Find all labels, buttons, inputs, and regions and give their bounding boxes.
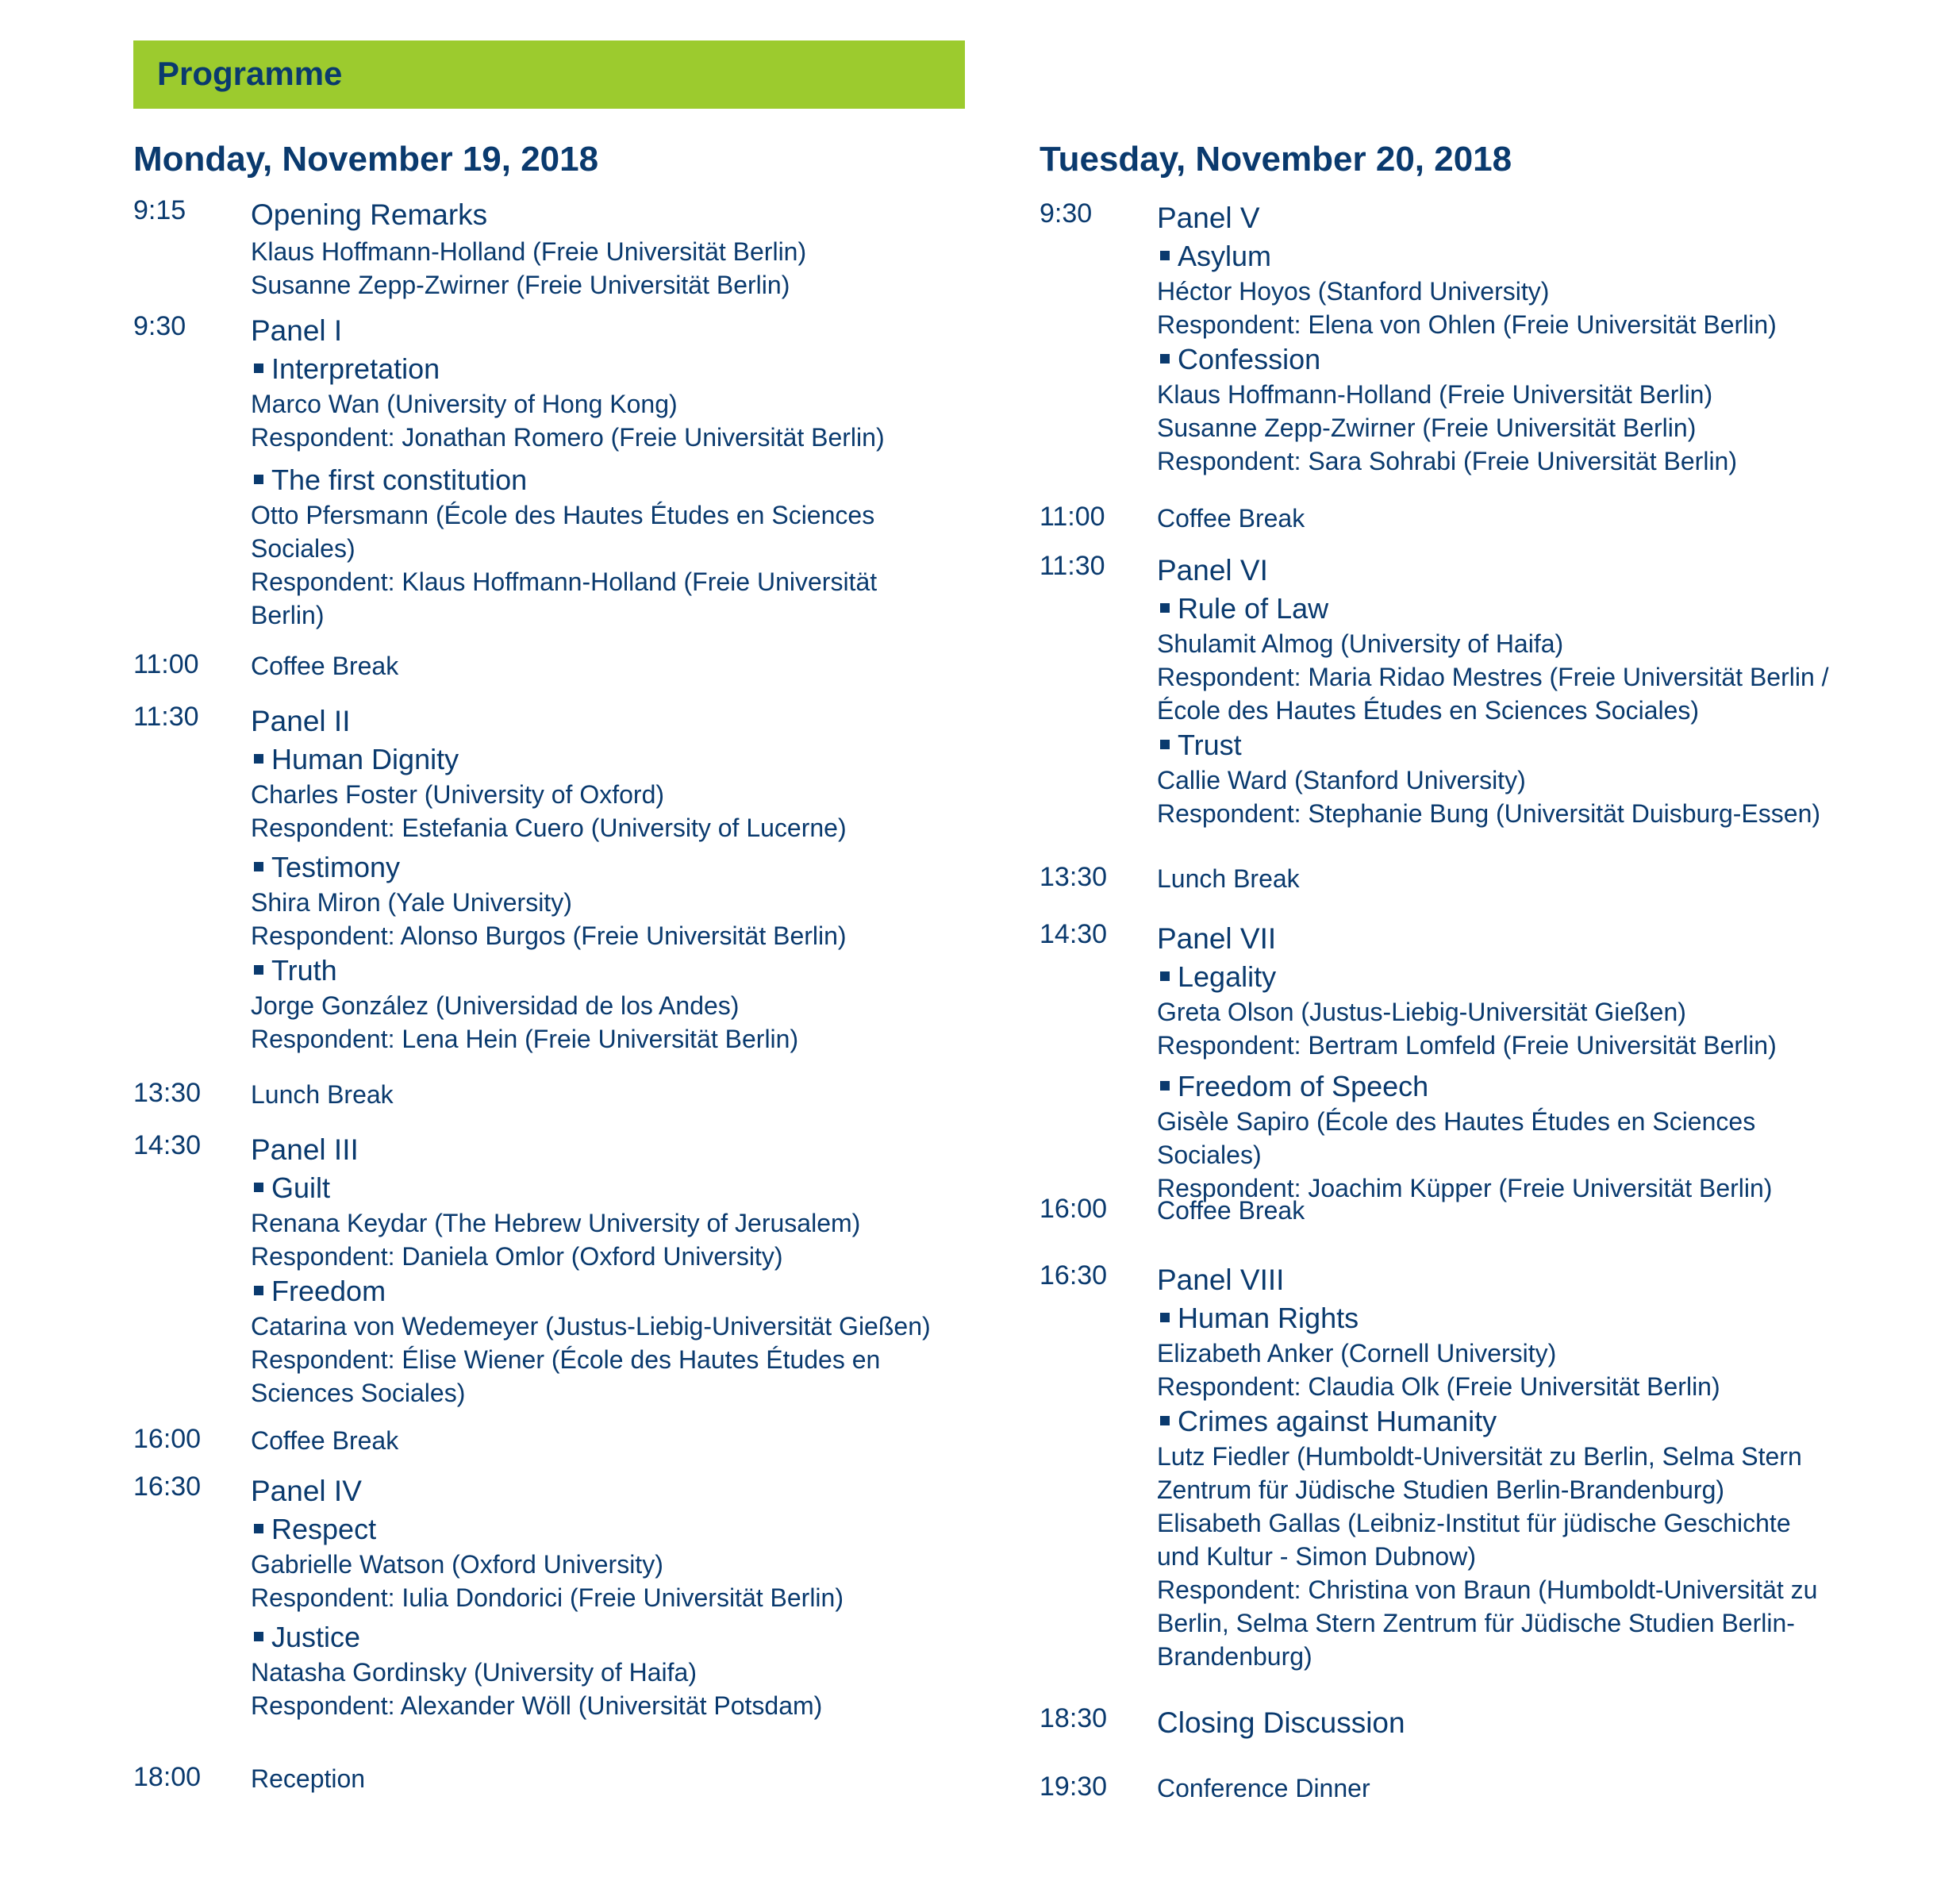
block-title: Conference Dinner bbox=[1157, 1774, 1370, 1802]
respondent-name: Sara Sohrabi (Freie Universität Berlin) bbox=[1308, 447, 1737, 475]
monday-heading: Monday, November 19, 2018 bbox=[133, 140, 599, 179]
bullet-icon bbox=[1160, 1081, 1170, 1091]
speaker: Susanne Zepp-Zwirner (Freie Universität Berlin) bbox=[251, 271, 790, 299]
speaker: Gabrielle Watson (Oxford University) bbox=[251, 1550, 663, 1579]
respondent bbox=[251, 919, 933, 952]
respondent-label: Respondent: bbox=[251, 921, 395, 950]
time: 18:30 bbox=[1040, 1703, 1108, 1733]
block-title: Closing Discussion bbox=[1157, 1706, 1405, 1739]
block-title: Panel V bbox=[1157, 202, 1260, 234]
topic bbox=[251, 849, 933, 886]
speaker: Klaus Hoffmann-Holland (Freie Universität Berlin) bbox=[251, 237, 807, 266]
respondent-name: Joachim Küpper (Freie Universität Berlin) bbox=[1308, 1174, 1773, 1202]
respondent bbox=[1157, 660, 1839, 727]
block-title: Panel VIII bbox=[1157, 1264, 1285, 1296]
respondent-name: Klaus Hoffmann-Holland (Freie Universität Berlin) bbox=[251, 567, 878, 629]
topic-name: Justice bbox=[271, 1621, 361, 1653]
topic bbox=[1157, 238, 1839, 275]
topic bbox=[1157, 1300, 1839, 1337]
time: 11:00 bbox=[1040, 502, 1105, 532]
respondent-label: Respondent: bbox=[251, 1242, 395, 1271]
respondent bbox=[1157, 797, 1839, 830]
bullet-icon bbox=[254, 1524, 263, 1533]
topic-name: Truth bbox=[271, 954, 337, 987]
respondent-name: Alonso Burgos (Freie Universität Berlin) bbox=[400, 921, 847, 950]
topic bbox=[251, 741, 933, 778]
respondent-label: Respondent: bbox=[251, 1583, 395, 1612]
block-title: Lunch Break bbox=[251, 1080, 394, 1109]
respondent bbox=[1157, 444, 1839, 478]
respondent-label: Respondent: bbox=[251, 1691, 395, 1720]
topic-name: Guilt bbox=[271, 1171, 331, 1204]
topic bbox=[251, 1511, 933, 1548]
speaker: Susanne Zepp-Zwirner (Freie Universität Berlin) bbox=[1157, 414, 1697, 442]
speaker: Otto Pfersmann (École des Hautes Études en Sciences Sociales) bbox=[251, 501, 875, 563]
bullet-icon bbox=[254, 1183, 263, 1192]
bullet-icon bbox=[1160, 354, 1170, 364]
topic bbox=[251, 1273, 933, 1310]
time: 11:00 bbox=[133, 649, 199, 679]
respondent-name: Lena Hein (Freie Universität Berlin) bbox=[402, 1025, 799, 1053]
time: 16:30 bbox=[133, 1471, 202, 1502]
respondent-label: Respondent: bbox=[251, 423, 395, 452]
respondent-label: Respondent: bbox=[1157, 799, 1301, 828]
speaker: Elizabeth Anker (Cornell University) bbox=[1157, 1339, 1557, 1368]
respondent bbox=[251, 1240, 933, 1273]
respondent-label: Respondent: bbox=[251, 567, 395, 596]
respondent-name: Élise Wiener (École des Hautes Études en Sciences Sociales) bbox=[251, 1345, 881, 1407]
respondent-label: Respondent: bbox=[251, 1345, 395, 1374]
speaker: Marco Wan (University of Hong Kong) bbox=[251, 390, 678, 418]
respondent-name: Christina von Braun (Humboldt-Universität zu Berlin, Selma Stern Zentrum für Jüdische Studien Berlin-Brandenburg) bbox=[1157, 1575, 1818, 1671]
time: 14:30 bbox=[1040, 919, 1108, 949]
bullet-icon bbox=[254, 754, 263, 764]
topic bbox=[251, 1619, 933, 1656]
time: 13:30 bbox=[1040, 862, 1108, 892]
respondent-label: Respondent: bbox=[1157, 1575, 1301, 1604]
respondent-name: Maria Ridao Mestres (Freie Universität Berlin / École des Hautes Études en Sciences Sociales) bbox=[1157, 663, 1829, 725]
respondent bbox=[251, 1022, 933, 1056]
block-title: Panel VI bbox=[1157, 554, 1268, 587]
block-title: Panel III bbox=[251, 1133, 359, 1166]
time: 13:30 bbox=[133, 1078, 202, 1108]
bullet-icon bbox=[254, 862, 263, 871]
topic bbox=[1157, 341, 1839, 378]
respondent-name: Bertram Lomfeld (Freie Universität Berlin) bbox=[1308, 1031, 1777, 1060]
block-title: Coffee Break bbox=[1157, 504, 1305, 533]
speaker: Greta Olson (Justus-Liebig-Universität Gießen) bbox=[1157, 998, 1686, 1026]
bullet-icon bbox=[1160, 740, 1170, 749]
block-title: Coffee Break bbox=[251, 1426, 399, 1455]
respondent bbox=[251, 1689, 933, 1722]
bullet-icon bbox=[254, 364, 263, 373]
bullet-icon bbox=[1160, 251, 1170, 260]
topic-name: Crimes against Humanity bbox=[1178, 1405, 1497, 1437]
time: 11:30 bbox=[1040, 551, 1105, 581]
bullet-icon bbox=[1160, 1313, 1170, 1322]
topic-name: Freedom bbox=[271, 1275, 386, 1307]
block-title: Panel IV bbox=[251, 1475, 362, 1507]
block-title: Opening Remarks bbox=[251, 198, 488, 231]
bullet-icon bbox=[254, 475, 263, 484]
respondent-name: Alexander Wöll (Universität Potsdam) bbox=[400, 1691, 823, 1720]
topic bbox=[251, 1170, 933, 1206]
respondent-name: Elena von Ohlen (Freie Universität Berlin) bbox=[1308, 310, 1777, 339]
respondent bbox=[1157, 1029, 1839, 1062]
topic-name: Legality bbox=[1178, 960, 1277, 993]
time: 16:30 bbox=[1040, 1260, 1108, 1291]
bullet-icon bbox=[1160, 603, 1170, 613]
respondent-name: Claudia Olk (Freie Universität Berlin) bbox=[1308, 1372, 1720, 1401]
speaker: Catarina von Wedemeyer (Justus-Liebig-Universität Gießen) bbox=[251, 1312, 931, 1341]
respondent-name: Stephanie Bung (Universität Duisburg-Essen) bbox=[1308, 799, 1821, 828]
bullet-icon bbox=[254, 1286, 263, 1295]
time: 19:30 bbox=[1040, 1772, 1108, 1802]
block-title: Coffee Break bbox=[1157, 1196, 1305, 1225]
block-title: Panel I bbox=[251, 314, 343, 347]
respondent bbox=[1157, 1573, 1839, 1673]
respondent-label: Respondent: bbox=[1157, 1372, 1301, 1401]
respondent-label: Respondent: bbox=[1157, 1174, 1301, 1202]
block-title: Panel VII bbox=[1157, 922, 1277, 955]
speaker: Renana Keydar (The Hebrew University of Jerusalem) bbox=[251, 1209, 861, 1237]
time: 16:00 bbox=[133, 1424, 202, 1454]
block-title: Reception bbox=[251, 1764, 366, 1793]
topic-name: Trust bbox=[1178, 729, 1242, 761]
topic bbox=[251, 462, 933, 498]
time: 11:30 bbox=[133, 702, 199, 732]
block-title: Panel II bbox=[251, 705, 351, 737]
speaker: Gisèle Sapiro (École des Hautes Études en Sciences Sociales) bbox=[1157, 1107, 1756, 1169]
topic bbox=[1157, 1403, 1839, 1440]
time: 9:15 bbox=[133, 195, 186, 225]
bullet-icon bbox=[1160, 1416, 1170, 1425]
topic-name: Interpretation bbox=[271, 352, 440, 385]
respondent-label: Respondent: bbox=[1157, 1031, 1301, 1060]
topic-name: Freedom of Speech bbox=[1178, 1070, 1429, 1102]
block-title: Coffee Break bbox=[251, 652, 399, 680]
respondent-name: Estefania Cuero (University of Lucerne) bbox=[402, 814, 847, 842]
respondent-name: Daniela Omlor (Oxford University) bbox=[402, 1242, 783, 1271]
respondent bbox=[1157, 308, 1839, 341]
topic-name: Respect bbox=[271, 1513, 377, 1545]
topic bbox=[251, 952, 933, 989]
speaker: Klaus Hoffmann-Holland (Freie Universität Berlin) bbox=[1157, 380, 1713, 409]
bullet-icon bbox=[254, 1632, 263, 1641]
respondent bbox=[251, 421, 933, 454]
time: 9:30 bbox=[1040, 198, 1093, 229]
topic bbox=[1157, 727, 1839, 764]
speaker: Shulamit Almog (University of Haifa) bbox=[1157, 629, 1564, 658]
speaker: Lutz Fiedler (Humboldt-Universität zu Berlin, Selma Stern Zentrum für Jüdische Studien Berlin-Brandenburg) bbox=[1157, 1442, 1802, 1504]
programme-banner bbox=[133, 40, 965, 109]
speaker: Natasha Gordinsky (University of Haifa) bbox=[251, 1658, 697, 1687]
speaker: Jorge González (Universidad de los Andes) bbox=[251, 991, 740, 1020]
respondent bbox=[251, 565, 886, 632]
topic-name: Human Rights bbox=[1178, 1302, 1359, 1334]
respondent bbox=[1157, 1370, 1839, 1403]
respondent-label: Respondent: bbox=[1157, 310, 1301, 339]
bullet-icon bbox=[254, 965, 263, 975]
topic bbox=[1157, 959, 1839, 995]
time: 9:30 bbox=[133, 311, 186, 341]
programme-title: Programme bbox=[157, 55, 343, 92]
topic-name: Asylum bbox=[1178, 240, 1272, 272]
bullet-icon bbox=[1160, 971, 1170, 981]
time: 14:30 bbox=[133, 1130, 202, 1160]
speaker: Héctor Hoyos (Stanford University) bbox=[1157, 277, 1550, 306]
topic-name: Human Dignity bbox=[271, 743, 459, 775]
time: 18:00 bbox=[133, 1762, 202, 1792]
time: 16:00 bbox=[1040, 1194, 1108, 1224]
speaker: Charles Foster (University of Oxford) bbox=[251, 780, 665, 809]
respondent-label: Respondent: bbox=[251, 1025, 395, 1053]
respondent-label: Respondent: bbox=[251, 814, 395, 842]
topic-name: Rule of Law bbox=[1178, 592, 1329, 625]
speaker: Callie Ward (Stanford University) bbox=[1157, 766, 1526, 794]
respondent-label: Respondent: bbox=[1157, 447, 1301, 475]
respondent-label: Respondent: bbox=[1157, 663, 1301, 691]
tuesday-heading: Tuesday, November 20, 2018 bbox=[1040, 140, 1512, 179]
speaker: Shira Miron (Yale University) bbox=[251, 888, 572, 917]
respondent bbox=[251, 1581, 933, 1614]
block-title: Lunch Break bbox=[1157, 864, 1300, 893]
topic-name: Testimony bbox=[271, 851, 401, 883]
topic bbox=[1157, 1068, 1839, 1105]
respondent bbox=[251, 1343, 933, 1410]
topic bbox=[1157, 591, 1839, 627]
respondent-name: Jonathan Romero (Freie Universität Berlin) bbox=[402, 423, 885, 452]
respondent-name: Iulia Dondorici (Freie Universität Berlin) bbox=[402, 1583, 844, 1612]
topic-name: Confession bbox=[1178, 343, 1321, 375]
topic-name: The first constitution bbox=[271, 464, 528, 496]
speaker: Elisabeth Gallas (Leibniz-Institut für jüdische Geschichte und Kultur - Simon Dubnow) bbox=[1157, 1509, 1791, 1571]
topic bbox=[251, 351, 933, 387]
respondent bbox=[251, 811, 933, 844]
